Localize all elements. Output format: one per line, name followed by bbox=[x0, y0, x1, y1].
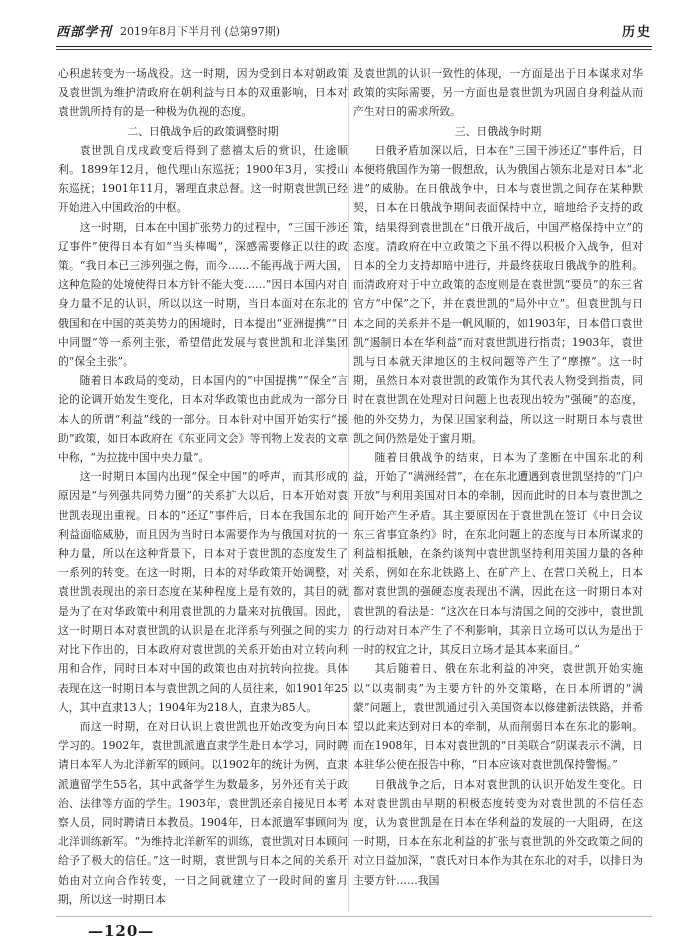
paragraph: 日俄矛盾加深以后，日本在“三国干涉还辽”事件后，日本便将俄国作为第一假想敌，认为俄国占领东北是对日本“北进”的威胁。在日俄战争中，日本与袁世凯之间存在某种默契，日本在日俄战争期间表面保持中立，暗地给予支持的政策，结果得到袁世凯在“日俄开战后，中国严格保持中立”的态度。清政府在中立政策之下虽不得以积极介入战争，但对日本的全力支持却暗中进行，并最终获取日俄战争的胜利。而清政府对于中立政策的态度则是在袁世凯“要员”的东三省官方“中保”之下，并在袁世凯的“局外中立”。但袁世凯与日本之间的关系并不是一帆风顺的，如1903年，日本借口袁世凯“遏制日本在华利益”而对袁世凯进行指责；1903年，袁世凯与日本就天津地区的主权问题等产生了“摩擦”。这一时期，虽然日本对袁世凯的政策作为其代表人物受到指责，同时在袁世凯在处理对日问题上也表现出较为“强硬”的态度，他的外交势力，为保卫国家利益，所以这一时期日本与袁世凯之间仍然是处于蜜月期。 bbox=[353, 143, 643, 445]
paragraph: 随着日本政局的变动，日本国内的“中国提携”“保全”言论的论调开始发生变化，日本对华政策也由此成为一部分日本人的所谓“利益”线的一部分。日本针对中国开始实行“援助”政策，如日本政府在《东亚同文会》等刊物上发表的文章中称，“为拉拢中国中央力量”。 bbox=[58, 374, 348, 465]
paragraph: 心积虑转变为一场战役。这一时期，因为受到日本对朝政策及袁世凯为维护清政府在朝利益与日本的双重影响，日本对袁世凯所持有的是一种极为仇视的态度。 bbox=[58, 67, 348, 119]
paragraph: 日俄战争之后，日本对袁世凯的认识开始发生变化。日本对袁世凯由早期的积极态度转变为对袁世凯的不信任态度，认为袁世凯是在日本在华利益的发展的一大阻碍，在这一时期，日本在东北利益的扩张与袁世凯的外交政策之间的对立日益加深，“袁氏对日本作为其在东北的对手，以排日为主要方针……我国 bbox=[353, 777, 643, 887]
left-column bbox=[58, 64, 348, 909]
right-column bbox=[353, 64, 643, 890]
issue-info: 2019年8月下半月刊 (总第97期) bbox=[120, 25, 281, 38]
header-rule-thin bbox=[56, 49, 652, 50]
header-rule bbox=[56, 46, 652, 47]
section-label: 历史 bbox=[621, 25, 652, 40]
section-heading: 三、日俄战争时期 bbox=[454, 124, 542, 138]
section-heading: 二、日俄战争后的政策调整时期 bbox=[127, 124, 279, 138]
paragraph: 而这一时期，在对日认识上袁世凯也开始改变为向日本学习的。1902年，袁世凯派遣直隶学生赴日本学习，同时聘请日本军人为北洋新军的顾问。以1902年的统计为例，直隶派遣留学生55名，其中武备学生为数最多，另外还有关于政治、法律等方面的学生。1903年，袁世凯还亲自接见日本考察人员，同时聘请日本教员。1904年，日本派遣军事顾问为北洋训练新军。“为维持北洋新军的训练，袁世凯对日本顾问给予了极大的信任。”这一时期，袁世凯与日本之间的关系开始由对立向合作转变，一日之间就建立了一段时间的蜜月期，所以这一时期日本 bbox=[58, 719, 348, 906]
paragraph: 这一时期日本国内出现“保全中国”的呼声，而其形成的原因是“与列强共同势力圈”的关系扩大以后，日本开始对袁世凯表现出重视。日本的“还辽”事件后，日本在我国东北的利益面临威胁，而且因为当时日本需要作为与俄国对抗的一种力量，所以在这种背景下，日本对于袁世凯的态度发生了一系列的转变。在这一时期，日本的对华政策开始调整，对袁世凯表现出的亲日态度在某种程度上是有效的，其目的就是为了在对华政策中利用袁世凯的力量来对抗俄国。因此，这一时期日本对袁世凯的认识是在北洋系与列强之间的实力对比下作出的，日本政府对袁世凯的关系开始由对立转向利用和合作，同时日本对中国的政策也由对抗转向拉拢。具体表现在这一时期日本与袁世凯之间的人员往来，如1901年25人，其中直隶13人；1904年为218人，直隶为85人。 bbox=[58, 470, 348, 714]
paragraph: 及袁世凯的认识一致性的体现，一方面是出于日本谋求对华政策的实际需要，另一方面也是袁世凯为巩固自身利益从而产生对日的需求所致。 bbox=[353, 67, 643, 119]
footer-rule bbox=[56, 916, 652, 917]
paragraph: 袁世凯自戊戌政变后得到了慈禧太后的赏识，仕途顺利。1899年12月，他代理山东巡抚；1900年3月，实授山东巡抚；1901年11月，署理直隶总督。这一时期袁世凯已经开始进入中国政治的中枢。 bbox=[58, 143, 348, 215]
paragraph: 其后随着日、俄在东北利益的冲突，袁世凯开始实施以“以夷制夷”为主要方针的外交策略，在日本所谓的“满蒙”问题上，袁世凯通过引入美国资本以修建新法铁路，并希望以此来达到对日本的牵制，从而削弱日本在东北的影响。而在1908年，日本对袁世凯的“日美联合”阴谋表示不满，日本驻华公使在报告中称，“日本应该对袁世凯保持警惕。” bbox=[353, 662, 643, 772]
page-header bbox=[56, 20, 652, 46]
column-divider bbox=[348, 62, 349, 912]
paragraph: 随着日俄战争的结束，日本为了垄断在中国东北的利益，开始了“满洲经营”，在在东北遭遇到袁世凯坚持的“门户开放”与利用美国对日本的牵制，因而此时的日本与袁世凯之间开始产生矛盾。其主要原因在于袁世凯在签订《中日会议东三省事宜条约》时，在东北问题上的态度与日本所谋求的利益相抵触，在条约谈判中袁世凯坚持利用美国力量的各种关系，例如在东北铁路上、在矿产上、在营口关税上，日本都对袁世凯的强硬态度表现出不满，因此在这一时期日本对袁世凯的看法是：“这次在日本与清国之间的交涉中，袁世凯的行动对日本产生了不利影响，其亲日立场可以认为是出于一时的权宜之计，其反日立场才是其本来面目。” bbox=[353, 451, 643, 657]
paragraph: 这一时期，日本在中国扩张势力的过程中，“三国干涉还辽事件”使得日本有如“当头棒喝”，深感需要修正以往的政策。“我日本已三涉列强之侮，而今……不能再战于两大国，这种危险的处境使得日本方针不能大变……”因日本国内对自身力量不足的认识，所以以这一时期，当日本面对在东北的俄国和在中国的英美势力的困境时，日本提出“亚洲提携”“日中同盟”等一系列主张，希望借此发展与袁世凯和北洋集团的“保全主张”。 bbox=[58, 220, 348, 369]
page-number: —120— bbox=[88, 922, 155, 940]
journal-logo: 西部学刊 bbox=[56, 25, 113, 40]
